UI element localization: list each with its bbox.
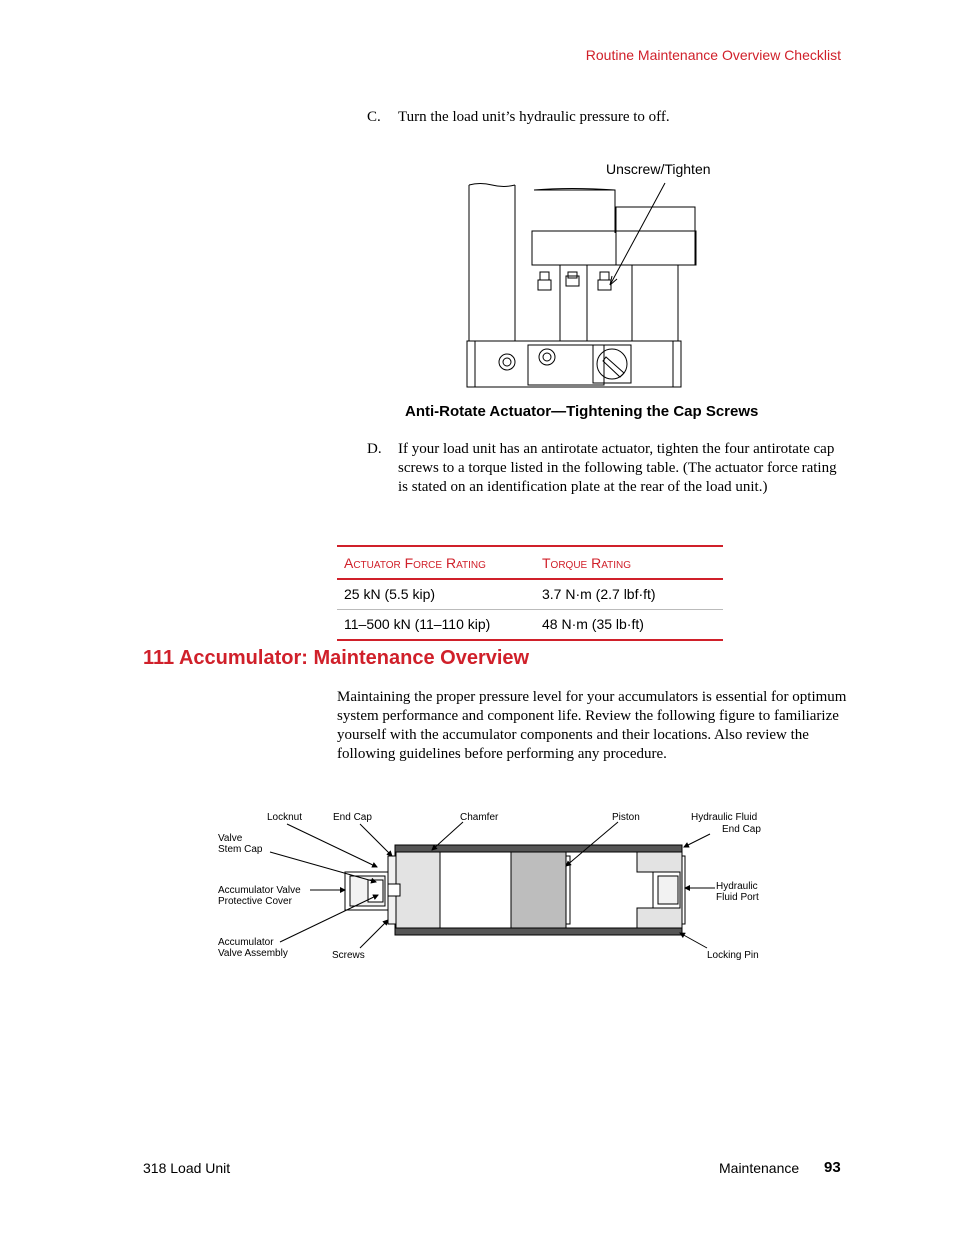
label-valve: Valve	[218, 833, 243, 844]
footer-section: Maintenance	[719, 1160, 800, 1176]
table-row	[337, 580, 723, 610]
section-heading: 111 Accumulator: Maintenance Overview	[143, 647, 530, 669]
label-screws: Screws	[332, 950, 365, 961]
table-cell: 48 N·m (35 lb·ft)	[542, 616, 644, 632]
actuator-drawing	[460, 155, 760, 395]
label-locking-pin: Locking Pin	[707, 950, 759, 961]
step-c-text: Turn the load unit’s hydraulic pressure to off.	[398, 109, 670, 125]
unscrew-tighten-callout: Unscrew/Tighten	[606, 161, 711, 177]
footer-document-title: 318 Load Unit	[143, 1160, 231, 1176]
page-number: 93	[824, 1159, 841, 1176]
label-protective-cover: Protective Cover	[218, 896, 292, 907]
column-header-force: Actuator Force Rating	[344, 555, 486, 571]
label-chamfer: Chamfer	[460, 812, 499, 823]
label-hydraulic-fluid: Hydraulic Fluid	[691, 812, 758, 823]
step-d-text: If your load unit has an antirotate actuator, tighten the four antirotate cap screws to a torque listed in the following table. (The actuator force rating is stated on an identification plate at the rear of the load unit.)	[398, 441, 837, 495]
label-accumulator-valve: Accumulator Valve	[218, 885, 301, 896]
label-valve-assembly: Valve Assembly	[218, 948, 288, 959]
table-cell: 25 kN (5.5 kip)	[344, 586, 436, 602]
step-c	[367, 108, 847, 128]
label-hydraulic: Hydraulic	[716, 881, 758, 892]
label-fluid-port: Fluid Port	[716, 892, 759, 903]
label-stem-cap: Stem Cap	[218, 844, 263, 855]
table-row	[337, 610, 723, 641]
step-c-label: C.	[367, 109, 381, 125]
figure-caption: Anti-Rotate Actuator—Tightening the Cap Screws	[405, 403, 759, 420]
step-d-label: D.	[367, 441, 382, 457]
running-header: Routine Maintenance Overview Checklist	[585, 47, 841, 63]
table-header	[337, 545, 723, 580]
table-cell: 3.7 N·m (2.7 lbf·ft)	[542, 586, 656, 602]
step-d	[367, 440, 847, 500]
label-locknut: Locknut	[267, 812, 303, 823]
label-end-cap: End Cap	[333, 812, 372, 823]
label-hydraulic-end-cap: End Cap	[722, 824, 761, 835]
column-header-torque: Torque Rating	[542, 555, 632, 571]
actuator-figure	[460, 155, 760, 395]
section-body: Maintaining the proper pressure level for your accumulators is essential for optimum system performance and component life. Review the following figure to familiarize yourself with the accumulator components and their locations. Also review the following guidelines before performing any procedure.	[337, 689, 847, 762]
label-accumulator: Accumulator	[218, 937, 274, 948]
label-piston: Piston	[612, 812, 640, 823]
table-cell: 11–500 kN (11–110 kip)	[344, 616, 491, 632]
torque-table	[337, 545, 723, 641]
